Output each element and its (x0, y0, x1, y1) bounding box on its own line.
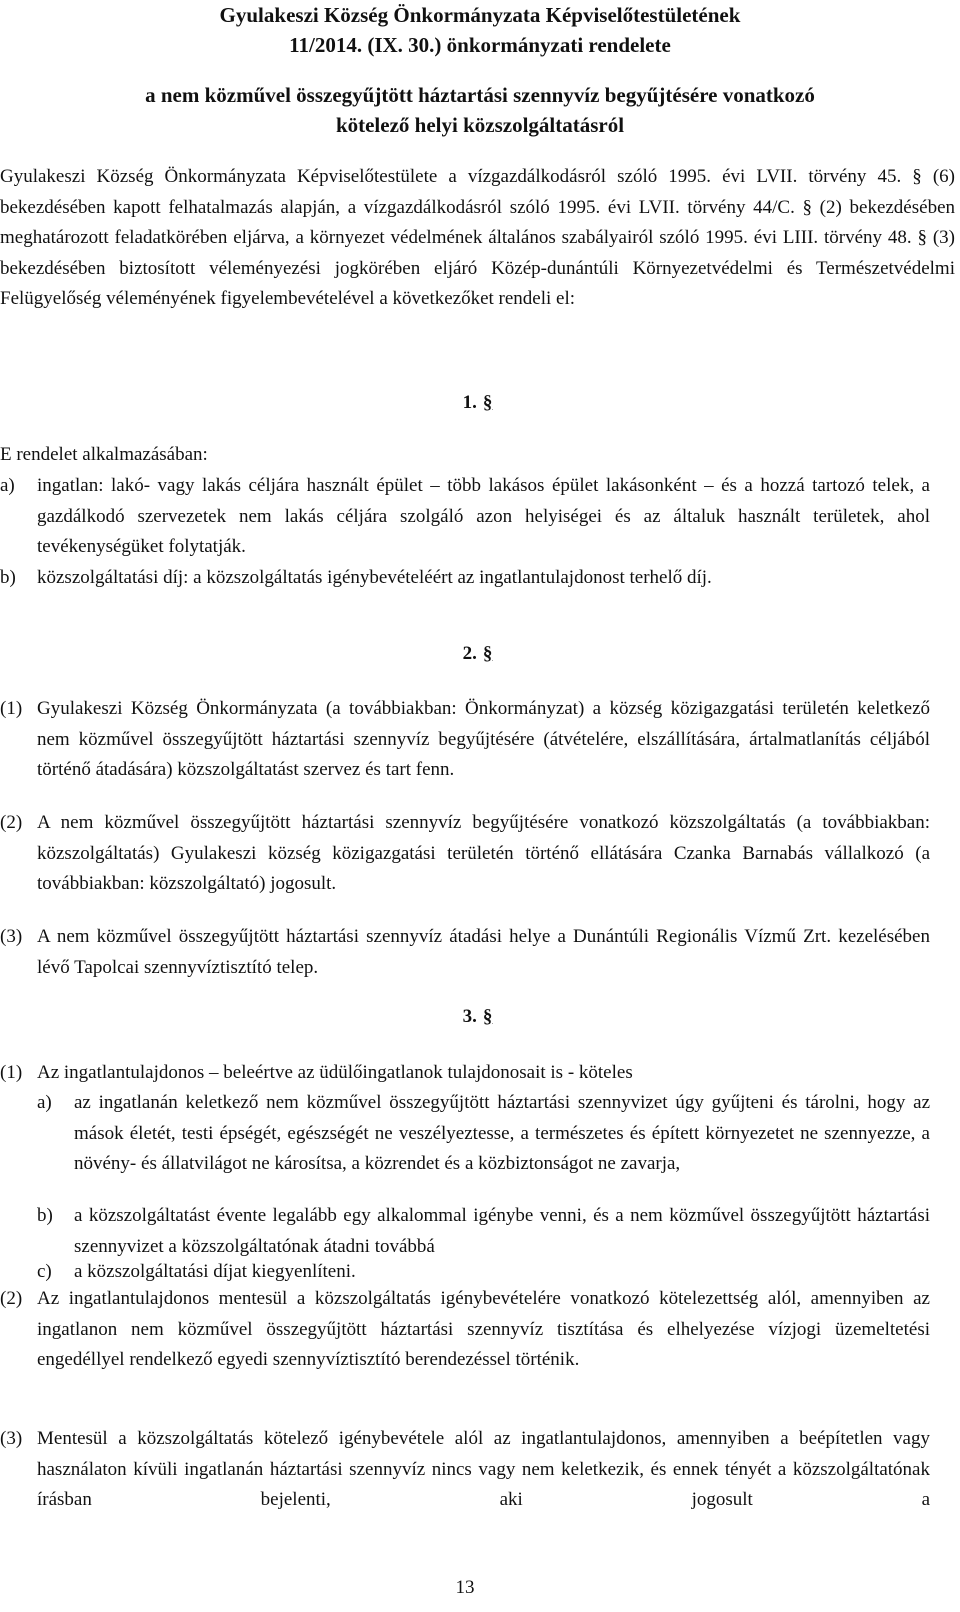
section-3-paragraph-3: Mentesül a közszolgáltatás kötelező igénybevétele alól az ingatlantulajdonos, amennyiben a beépítetlen vagy használaton kívüli ingatlanán háztartási szennyvíz nincs vagy nem keletkezik, és ennek tényét a közszolgáltatónak írásban bejelenti, aki jogosult a (37, 1428, 930, 1510)
section-2-paragraph-2: A nem közművel összegyűjtött háztartási szennyvíz begyűjtésére vonatkozó közszolgáltatás (a továbbiakban: közszolgáltatás) Gyulakeszi község közigazgatási területén történő ellátására Czanka Barnabás vállalkozó (a továbbiakban: közszolgáltató) jogosult. (37, 812, 930, 894)
section-3-paragraph-2: Az ingatlantulajdonos mentesül a közszolgáltatás igénybevételére vonatkozó kötelezettség alól, amennyiben az ingatlanon nem közművel összegyűjtött háztartási szennyvíz tisztítása és elhelyezése vízjogi üzemeltetési engedéllyel rendelkező egyedi szennyvíztisztító berendezéssel történik. (37, 1288, 930, 1370)
paragraph-label: (1) (0, 698, 23, 719)
section-symbol: § (482, 643, 493, 664)
paragraph-label: (2) (0, 1288, 23, 1309)
section-number: 2. (462, 643, 477, 664)
obligation-c: a közszolgáltatási díjat kiegyenlíteni. (74, 1261, 356, 1282)
obligation-a: az ingatlanán keletkező nem közművel összegyűjtött háztartási szennyvizet úgy gyűjteni és tárolni, hogy az mások életét, testi épségét, egészségét ne veszélyeztesse, a természetes és épített környezetet ne szennyezze, a növény- és állatvilágot ne károsítsa, a közrendet és a közbiztonságot ne zavarja, (74, 1092, 930, 1174)
page-number: 13 (455, 1577, 475, 1598)
paragraph-label: (1) (0, 1062, 23, 1083)
section-3-paragraph-1: Az ingatlantulajdonos – beleértve az üdülőingatlanok tulajdonosait is - köteles (37, 1062, 633, 1083)
section-3-heading (0, 1002, 955, 1032)
obligation-b: a közszolgáltatást évente legalább egy alkalommal igénybe venni, és a nem közművel összegyűjtött háztartási szennyvizet a közszolgáltatónak átadni továbbá (74, 1205, 930, 1257)
definition-kozszolgaltatasi-dij: közszolgáltatási díj: a közszolgáltatás igénybevételéért az ingatlantulajdonost terhelő díj. (37, 567, 712, 588)
item-label: b) (0, 567, 16, 588)
section-symbol: § (482, 1006, 493, 1027)
document-subtitle (0, 80, 960, 140)
item-label: a) (37, 1092, 52, 1113)
preamble-paragraph: Gyulakeszi Község Önkormányzata Képviselőtestülete a vízgazdálkodásról szóló 1995. évi LVII. törvény 45. § (6) bekezdésében kapott felhatalmazás alapján, a vízgazdálkodásról szóló 1995. évi LVII. törvény 44/C. § (2) bekezdésében meghatározott feladatkörében eljárva, a környezet védelmének általános szabályairól szóló 1995. évi LIII. törvény 48. § (3) bekezdésében biztosított véleményezési jogkörében eljáró Közép-dunántúli Környezetvédelmi és Természetvédelmi Felügyelőség véleményének figyelembevételével a következőket rendeli el: (0, 166, 955, 309)
paragraph-label: (3) (0, 926, 23, 947)
section-2-paragraph-3: A nem közművel összegyűjtött háztartási szennyvíz átadási helye a Dunántúli Regionális Vízmű Zrt. kezelésében lévő Tapolcai szennyvíztisztító telep. (37, 926, 930, 978)
definition-ingatlan: ingatlan: lakó- vagy lakás céljára használt épület – több lakásos épület lakásonként – és a hozzá tartozó telek, a gazdálkodó szervezetek nem lakás céljára szolgáló azon helyiségei és az általuk használt területek, ahol tevékenységüket folytatják. (37, 475, 930, 557)
section-2-paragraph-1: Gyulakeszi Község Önkormányzata (a továbbiakban: Önkormányzat) a község közigazgatási területén keletkező nem közművel összegyűjtött háztartási szennyvíz begyűjtésére (átvételére, elszállítására, ártalmatlanítás céljából történő átadására) közszolgáltatást szervez és tart fenn. (37, 698, 930, 780)
paragraph-label: (3) (0, 1428, 23, 1449)
item-label: a) (0, 475, 15, 496)
document-title (0, 0, 960, 60)
section-2-heading (0, 639, 955, 669)
section-symbol: § (482, 392, 493, 413)
section-number: 1. (462, 392, 477, 413)
section-1-heading (0, 388, 955, 418)
item-label: c) (37, 1261, 52, 1282)
subtitle-line-2: kötelező helyi közszolgáltatásról (335, 113, 625, 137)
section-1-intro: E rendelet alkalmazásában: (0, 444, 208, 465)
paragraph-label: (2) (0, 812, 23, 833)
subtitle-line-1: a nem közművel összegyűjtött háztartási szennyvíz begyűjtésére vonatkozó (145, 83, 815, 107)
section-number: 3. (462, 1006, 477, 1027)
item-label: b) (37, 1205, 53, 1226)
title-line-1: Gyulakeszi Község Önkormányzata Képviselőtestületének (219, 3, 741, 27)
title-line-2: 11/2014. (IX. 30.) önkormányzati rendelete (289, 33, 671, 57)
